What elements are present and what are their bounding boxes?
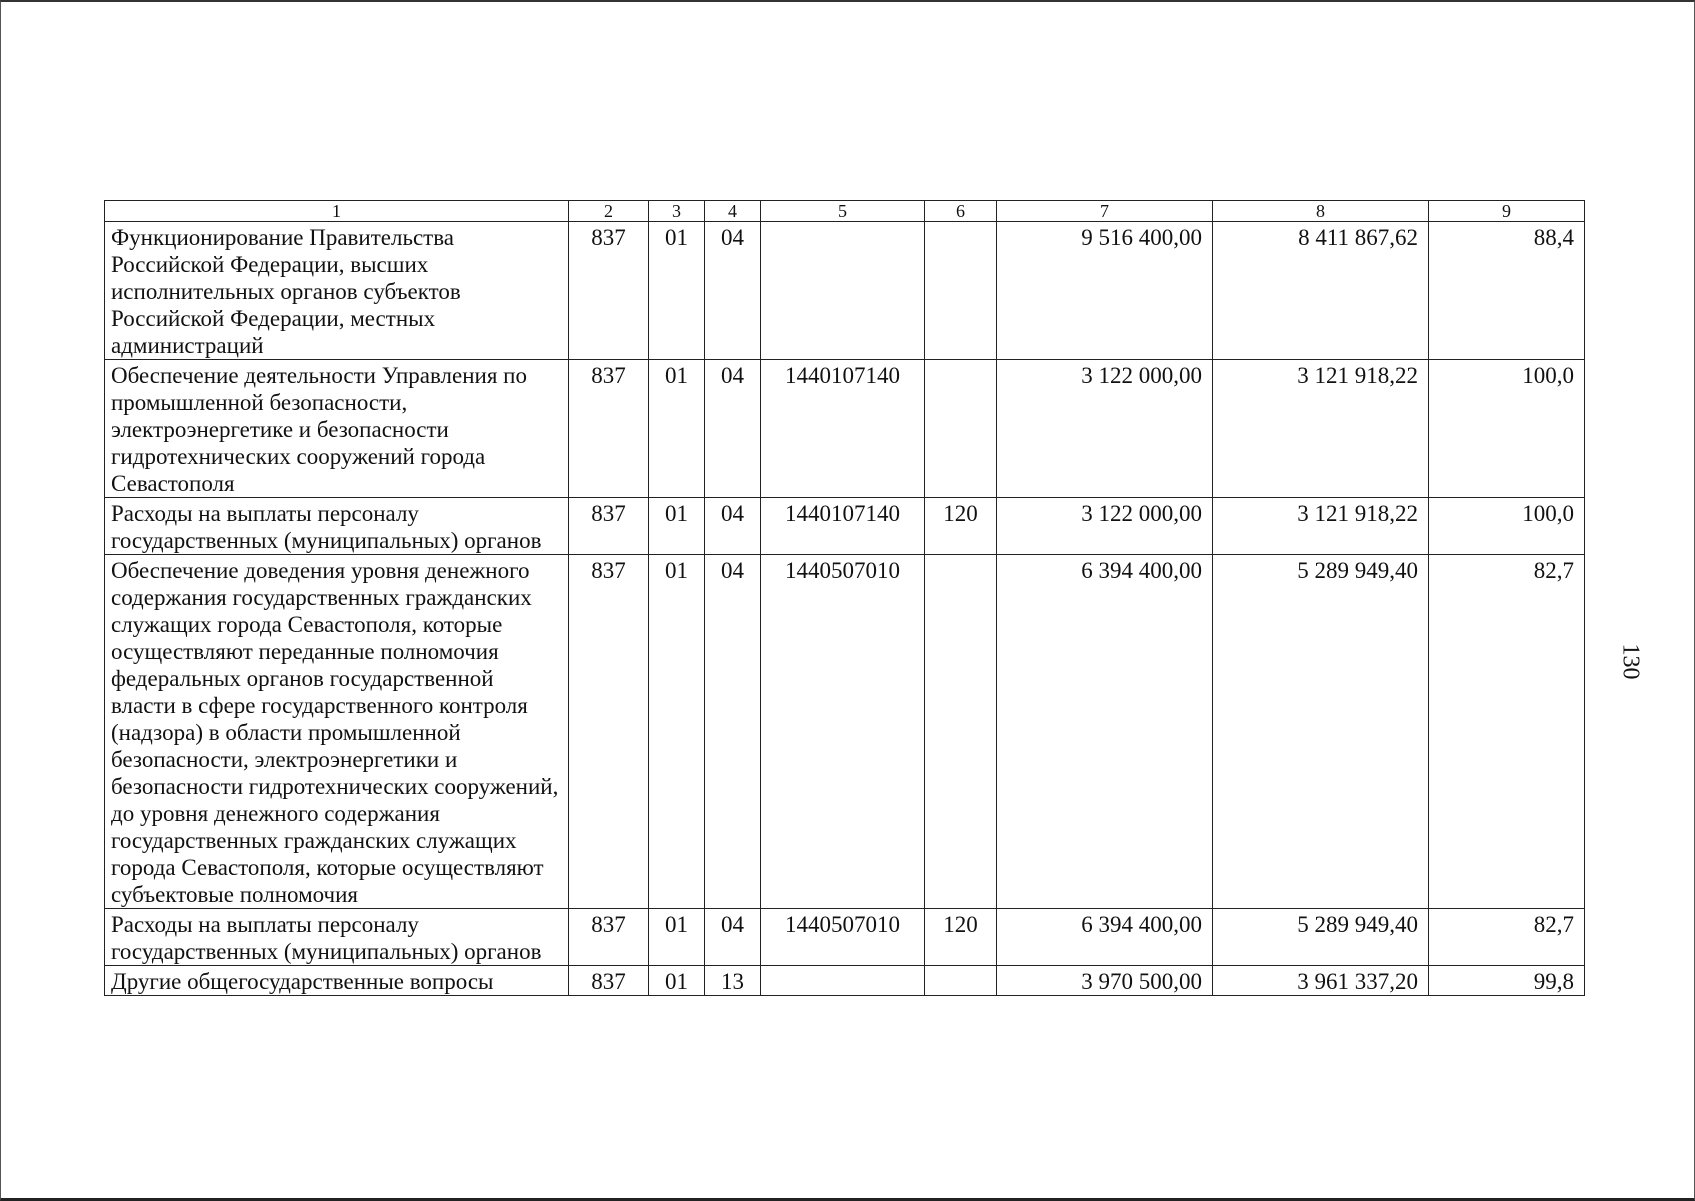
row-cell-5: 1440507010 <box>761 555 925 909</box>
row-name: Расходы на выплаты персоналу государственных (муниципальных) органов <box>105 909 569 966</box>
row-name: Другие общегосударственные вопросы <box>105 966 569 996</box>
row-cell-3: 01 <box>649 909 705 966</box>
row-cell-9: 100,0 <box>1429 498 1585 555</box>
column-header-3: 3 <box>649 201 705 222</box>
row-cell-3: 01 <box>649 222 705 360</box>
column-header-8: 8 <box>1213 201 1429 222</box>
row-cell-6: 120 <box>925 909 997 966</box>
column-header-7: 7 <box>997 201 1213 222</box>
table-row <box>105 909 1585 966</box>
row-cell-4: 04 <box>705 222 761 360</box>
row-name: Расходы на выплаты персоналу государственных (муниципальных) органов <box>105 498 569 555</box>
row-cell-2: 837 <box>569 555 649 909</box>
row-cell-4: 04 <box>705 498 761 555</box>
row-cell-6 <box>925 966 997 996</box>
row-cell-6 <box>925 360 997 498</box>
table-row <box>105 360 1585 498</box>
row-cell-9: 82,7 <box>1429 909 1585 966</box>
row-cell-8: 5 289 949,40 <box>1213 555 1429 909</box>
row-cell-3: 01 <box>649 498 705 555</box>
row-cell-5: 1440107140 <box>761 360 925 498</box>
row-cell-7: 3 122 000,00 <box>997 360 1213 498</box>
column-header-2: 2 <box>569 201 649 222</box>
row-cell-8: 8 411 867,62 <box>1213 222 1429 360</box>
row-cell-2: 837 <box>569 360 649 498</box>
row-cell-4: 04 <box>705 360 761 498</box>
row-cell-6: 120 <box>925 498 997 555</box>
row-cell-7: 6 394 400,00 <box>997 909 1213 966</box>
row-name: Функционирование Правительства Российской Федерации, высших исполнительных органов субъектов Российской Федерации, местных администраций <box>105 222 569 360</box>
table-header-row <box>105 201 1585 222</box>
row-cell-2: 837 <box>569 966 649 996</box>
budget-execution-table <box>104 200 1585 996</box>
column-header-4: 4 <box>705 201 761 222</box>
row-cell-6 <box>925 555 997 909</box>
row-name: Обеспечение доведения уровня денежного содержания государственных гражданских служащих города Севастополя, которые осуществляют переданные полномочия федеральных органов государственной власти в сфере государственного контроля (надзора) в области промышленной безопасности, электроэнергетики и безопасности гидротехнических сооружений, до уровня денежного содержания государственных гражданских служащих города Севастополя, которые осуществляют субъектовые полномочия <box>105 555 569 909</box>
row-cell-4: 13 <box>705 966 761 996</box>
row-name: Обеспечение деятельности Управления по промышленной безопасности, электроэнергетике и безопасности гидротехнических сооружений города Севастополя <box>105 360 569 498</box>
row-cell-5 <box>761 222 925 360</box>
row-cell-5 <box>761 966 925 996</box>
page-number: 130 <box>1617 643 1644 680</box>
column-header-1: 1 <box>105 201 569 222</box>
row-cell-9: 99,8 <box>1429 966 1585 996</box>
table-row <box>105 555 1585 909</box>
row-cell-7: 3 122 000,00 <box>997 498 1213 555</box>
row-cell-7: 9 516 400,00 <box>997 222 1213 360</box>
row-cell-4: 04 <box>705 909 761 966</box>
column-header-9: 9 <box>1429 201 1585 222</box>
row-cell-3: 01 <box>649 966 705 996</box>
table-row <box>105 222 1585 360</box>
row-cell-2: 837 <box>569 222 649 360</box>
row-cell-8: 5 289 949,40 <box>1213 909 1429 966</box>
row-cell-7: 3 970 500,00 <box>997 966 1213 996</box>
row-cell-9: 100,0 <box>1429 360 1585 498</box>
row-cell-2: 837 <box>569 909 649 966</box>
row-cell-5: 1440107140 <box>761 498 925 555</box>
row-cell-4: 04 <box>705 555 761 909</box>
row-cell-8: 3 121 918,22 <box>1213 360 1429 498</box>
table-row <box>105 966 1585 996</box>
row-cell-9: 88,4 <box>1429 222 1585 360</box>
column-header-6: 6 <box>925 201 997 222</box>
row-cell-8: 3 121 918,22 <box>1213 498 1429 555</box>
row-cell-9: 82,7 <box>1429 555 1585 909</box>
row-cell-6 <box>925 222 997 360</box>
row-cell-2: 837 <box>569 498 649 555</box>
column-header-5: 5 <box>761 201 925 222</box>
table-row <box>105 498 1585 555</box>
row-cell-7: 6 394 400,00 <box>997 555 1213 909</box>
row-cell-3: 01 <box>649 555 705 909</box>
row-cell-3: 01 <box>649 360 705 498</box>
row-cell-8: 3 961 337,20 <box>1213 966 1429 996</box>
row-cell-5: 1440507010 <box>761 909 925 966</box>
